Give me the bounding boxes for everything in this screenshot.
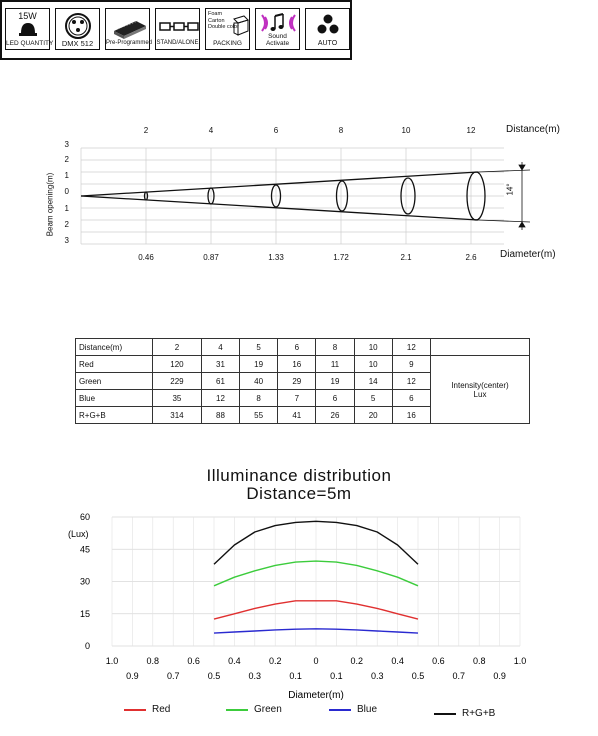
y-axis-label: (Lux) (68, 529, 89, 539)
table-cell: 12 (201, 390, 239, 407)
table-cell: 41 (278, 407, 316, 424)
table-cell: 5 (354, 390, 392, 407)
y-tick-label: 15 (79, 608, 90, 619)
x-tick-label: 0.6 (187, 656, 200, 666)
table-cell: 8 (240, 390, 278, 407)
beam-y-tick: 0 (64, 187, 69, 196)
table-header-cell: 8 (316, 339, 354, 356)
distance-tick: 2 (143, 126, 149, 135)
table-cell: 6 (392, 390, 430, 407)
x-tick-label: 0.4 (391, 656, 404, 666)
table-cell: 40 (240, 373, 278, 390)
distance-tick: 6 (273, 126, 279, 135)
table-cell: 314 (153, 407, 202, 424)
diameter-tick: 1.72 (333, 253, 349, 262)
legend-label-green: Green (254, 704, 282, 715)
x-tick-label: 0.4 (228, 656, 241, 666)
sound-label-2: Activate (265, 40, 290, 47)
y-tick-label: 30 (79, 576, 90, 587)
x-tick-label: 0.6 (432, 656, 445, 666)
legend-swatch-blue (329, 709, 351, 711)
table-cell: 26 (316, 407, 354, 424)
diameter-tick: 0.87 (203, 253, 219, 262)
intensity-unit-label: Intensity(center) (451, 380, 509, 390)
x-tick-label: 0.7 (166, 671, 180, 681)
beam-y-tick: 1 (64, 171, 69, 180)
x-tick-label: 0.5 (207, 671, 221, 681)
chart-subtitle: Distance=5m (246, 484, 352, 503)
table-header-blank (431, 339, 530, 356)
y-tick-label: 0 (84, 641, 90, 651)
row-label: Blue (76, 390, 153, 407)
dmx-label: DMX 512 (61, 39, 94, 48)
x-axis-label: Diameter(m) (288, 690, 344, 701)
packing-line-2: Carton (208, 17, 225, 24)
auto-label: AUTO (317, 40, 338, 47)
table-header-cell: 2 (153, 339, 202, 356)
diameter-tick: 2.6 (465, 253, 477, 262)
table-cell: 19 (240, 356, 278, 373)
beam-y-tick: 2 (64, 220, 69, 229)
distance-axis-title: Distance(m) (506, 124, 560, 135)
packing-line-3: Double color (208, 24, 239, 30)
table-cell: 120 (153, 356, 202, 373)
packing-line-1: Foam (208, 11, 223, 17)
beam-y-tick: 2 (64, 155, 69, 164)
table-header-label: Distance(m) (76, 339, 153, 356)
legend-label-rgb: R+G+B (462, 708, 496, 719)
x-tick-label: 0.1 (330, 671, 343, 681)
x-tick-label: 1.0 (513, 656, 527, 666)
x-tick-label: 0.3 (370, 671, 384, 681)
beam-angle-label: 14° (505, 183, 515, 196)
table-cell: 31 (201, 356, 239, 373)
legend-swatch-green (226, 709, 248, 711)
beam-y-tick: 1 (64, 204, 69, 213)
table-cell: 35 (153, 390, 202, 407)
x-tick-label: 0.3 (248, 671, 262, 681)
table-header-cell: 12 (392, 339, 430, 356)
table-cell: 61 (201, 373, 239, 390)
table-header-row (76, 339, 530, 356)
x-tick-label: 0.8 (146, 656, 160, 666)
distance-tick: 10 (401, 126, 411, 135)
beam-y-axis-title: Beam opening(m) (45, 172, 55, 237)
diameter-tick: 1.33 (268, 253, 284, 262)
table-header-cell: 5 (240, 339, 278, 356)
table-cell: 6 (316, 390, 354, 407)
intensity-table (75, 338, 530, 424)
x-tick-label: 0.5 (411, 671, 425, 681)
distance-tick: 8 (338, 126, 344, 135)
table-cell: 55 (240, 407, 278, 424)
table-cell: 12 (392, 373, 430, 390)
sound-label-1: Sound (268, 33, 287, 40)
table-cell: 9 (392, 356, 430, 373)
row-label: Red (76, 356, 153, 373)
table-cell: 20 (354, 407, 392, 424)
x-tick-label: 0.2 (350, 656, 364, 666)
table-cell: 10 (354, 356, 392, 373)
diameter-axis-title: Diameter(m) (500, 249, 556, 260)
beam-y-tick: 3 (64, 140, 69, 149)
table-cell: 19 (316, 373, 354, 390)
x-tick-label: 0.2 (268, 656, 282, 666)
legend-swatch-red (124, 709, 146, 711)
diameter-tick: 2.1 (400, 253, 412, 262)
table-cell: 11 (316, 356, 354, 373)
table-cell: 14 (354, 373, 392, 390)
table-header-cell: 4 (201, 339, 239, 356)
x-tick-label: 0.1 (289, 671, 302, 681)
beam-y-tick: 3 (64, 236, 69, 245)
diameter-tick: 0.46 (138, 253, 154, 262)
legend-label-red: Red (152, 704, 171, 715)
x-tick-label: 0.8 (472, 656, 486, 666)
row-label: R+G+B (76, 407, 153, 424)
intensity-unit-lux: Lux (473, 389, 487, 399)
x-tick-label: 0.9 (493, 671, 506, 681)
pre-programmed-label: Pre-Programmed (106, 40, 153, 46)
y-tick-label: 60 (79, 512, 90, 522)
intensity-unit-cell (431, 356, 530, 424)
led-quantity-label: LED QUANTITY (6, 40, 54, 47)
illuminance-chart (0, 505, 598, 736)
chart-title: Illuminance distribution (206, 466, 392, 485)
legend-swatch-rgb (434, 713, 456, 715)
x-tick-label: 0.9 (126, 671, 139, 681)
table-cell: 229 (153, 373, 202, 390)
table-cell: 16 (278, 356, 316, 373)
legend-label-blue: Blue (357, 704, 378, 715)
row-label: Green (76, 373, 153, 390)
packing-label: PACKING (213, 40, 242, 47)
table-header-cell: 6 (278, 339, 316, 356)
table-cell: 7 (278, 390, 316, 407)
x-tick-label: 1.0 (105, 656, 119, 666)
distance-tick: 4 (208, 126, 214, 135)
stand-alone-label: STAND/ALONE (156, 40, 199, 46)
table-cell: 29 (278, 373, 316, 390)
table-header-cell: 10 (354, 339, 392, 356)
y-tick-label: 45 (79, 544, 90, 555)
table-cell: 16 (392, 407, 430, 424)
table-cell: 88 (201, 407, 239, 424)
led-wattage: 15W (18, 11, 37, 21)
x-tick-label: 0 (313, 656, 319, 666)
x-tick-label: 0.7 (452, 671, 466, 681)
distance-tick: 12 (466, 126, 476, 135)
table-row (76, 356, 530, 373)
